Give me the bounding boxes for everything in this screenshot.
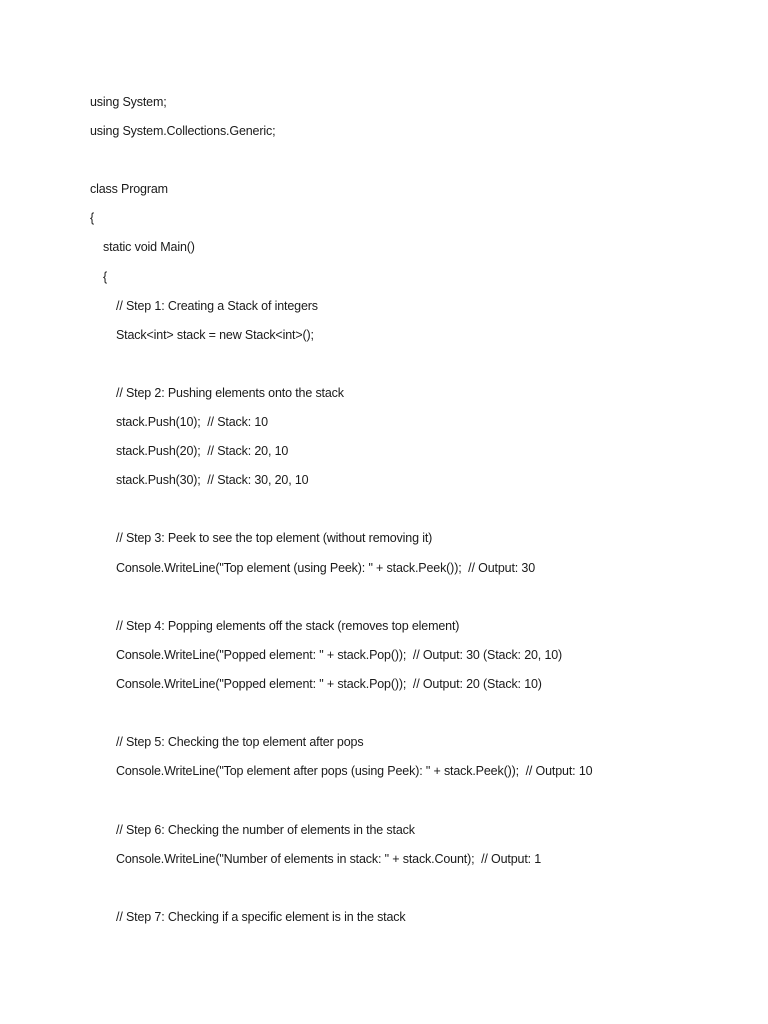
code-line-push-30: stack.Push(30); // Stack: 30, 20, 10 <box>116 473 309 487</box>
code-line-stack-declaration: Stack<int> stack = new Stack<int>(); <box>116 328 314 342</box>
code-line-using-collections: using System.Collections.Generic; <box>90 124 276 138</box>
code-line-peek-writeline: Console.WriteLine("Top element (using Peek): " + stack.Peek()); // Output: 30 <box>116 561 536 575</box>
code-line-pop-writeline-2: Console.WriteLine("Popped element: " + stack.Pop()); // Output: 20 (Stack: 10) <box>116 677 542 691</box>
code-line-push-20: stack.Push(20); // Stack: 20, 10 <box>116 444 289 458</box>
code-comment-step-1: // Step 1: Creating a Stack of integers <box>116 299 318 313</box>
code-line-open-brace-main: { <box>103 270 108 284</box>
code-line-pop-writeline-1: Console.WriteLine("Popped element: " + stack.Pop()); // Output: 30 (Stack: 20, 10) <box>116 648 563 662</box>
code-comment-step-2: // Step 2: Pushing elements onto the stack <box>116 386 344 400</box>
code-comment-step-4: // Step 4: Popping elements off the stack (removes top element) <box>116 619 460 633</box>
code-line-peek-after-pops: Console.WriteLine("Top element after pops (using Peek): " + stack.Peek()); // Output: 10 <box>116 764 593 778</box>
code-line-push-10: stack.Push(10); // Stack: 10 <box>116 415 268 429</box>
code-line-main-signature: static void Main() <box>103 240 195 254</box>
code-line-using-system: using System; <box>90 95 167 109</box>
code-comment-step-3: // Step 3: Peek to see the top element (without removing it) <box>116 531 433 545</box>
code-comment-step-5: // Step 5: Checking the top element after pops <box>116 735 364 749</box>
code-comment-step-7: // Step 7: Checking if a specific element is in the stack <box>116 910 406 924</box>
code-line-count-writeline: Console.WriteLine("Number of elements in stack: " + stack.Count); // Output: 1 <box>116 852 542 866</box>
code-comment-step-6: // Step 6: Checking the number of elements in the stack <box>116 823 415 837</box>
code-line-open-brace-class: { <box>90 211 95 225</box>
code-line-class-program: class Program <box>90 182 168 196</box>
